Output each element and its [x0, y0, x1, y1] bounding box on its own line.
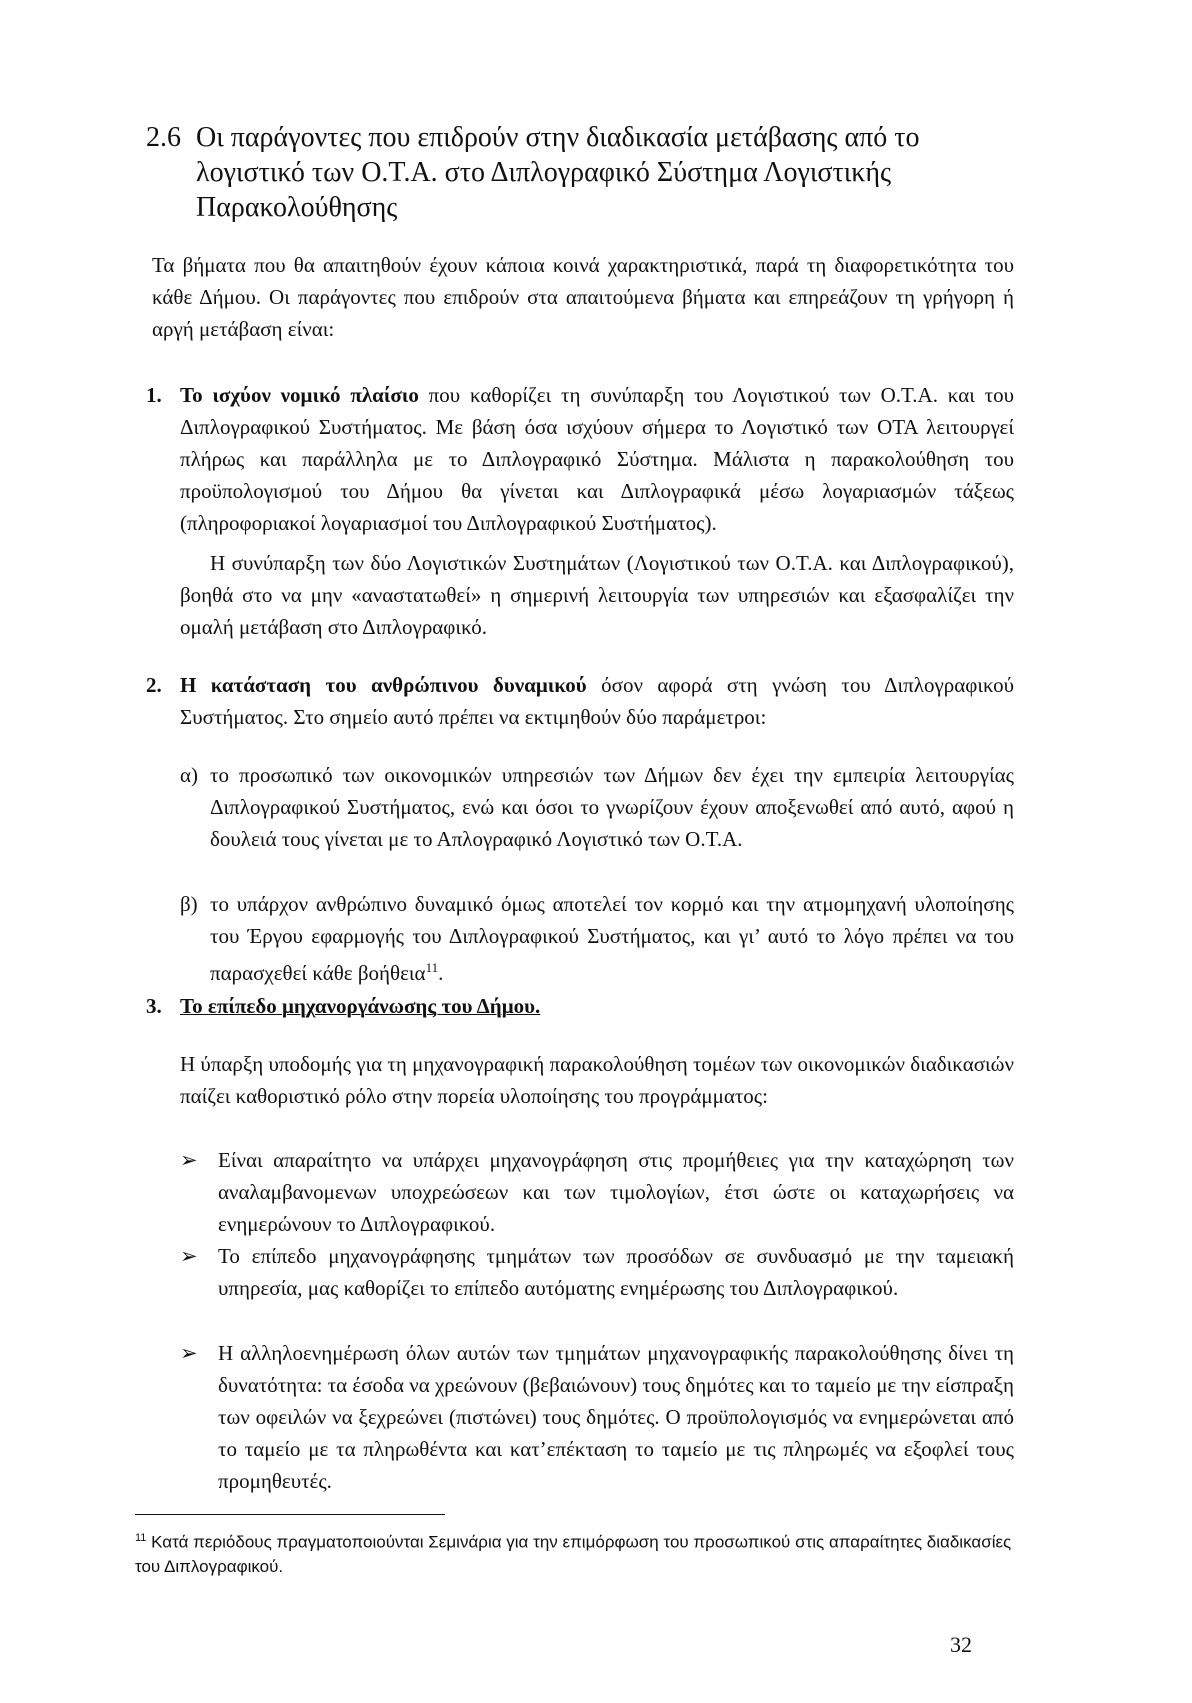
bullet-arrow-icon: ➢ — [180, 1244, 198, 1268]
section-heading — [146, 120, 1046, 225]
footnote-text: Κατά περιόδους πραγματοποιούνται Σεμινάρια για την επιμόρφωση του προσωπικού στις απαραίτητες διαδικασίες του Διπλογραφικού. — [135, 1532, 1012, 1576]
footnote-reference: 11 — [425, 960, 439, 975]
bullet-item-3: Η αλληλοενημέρωση όλων αυτών των τμημάτων μηχανογραφικής παρακολούθησης δίνει τη δυνατότητα: τα έσοδα να χρεώνουν (βεβαιώνουν) τους δημότες και το ταμείο με την είσπραξη των οφειλών να ξεχρεώνει (πιστώνει) τους δημότες. Ο προϋπολογισμός να ενημερώνεται από το ταμείο με τα πληρωθέντα και κατ’επέκταση το ταμείο με τις πληρωμές να εξοφλεί τους προμηθευτές. — [218, 1341, 1014, 1493]
item-2a-label: α) — [180, 763, 198, 787]
item-1-paragraph — [180, 379, 1014, 539]
footnote-number: 11 — [135, 1532, 147, 1544]
item-2b-end: . — [438, 961, 444, 985]
item-2-number: 2. — [146, 673, 162, 697]
item-1-title: Το ισχύον νομικό πλαίσιο — [180, 383, 419, 407]
item-1-number: 1. — [146, 383, 162, 407]
section-number: 2.6 — [146, 122, 181, 153]
bullet-arrow-icon: ➢ — [180, 1341, 198, 1365]
item-2b-label: β) — [180, 892, 198, 916]
bullet-arrow-icon: ➢ — [180, 1148, 198, 1172]
item-3-number: 3. — [146, 994, 162, 1018]
item-2-text: όσον αφορά στη γνώση του Διπλογραφικού Συστήματος. Στο σημείο αυτό πρέπει να εκτιμηθούν δύο παράμετροι: — [180, 673, 1014, 729]
page-number: 32 — [950, 1632, 972, 1657]
footnote — [135, 1526, 1035, 1579]
item-3-paragraph: Η ύπαρξη υποδομής για τη μηχανογραφική παρακολούθηση τομέων των οικονομικών διαδικασιών παίζει καθοριστικό ρόλο στην πορεία υλοποίησης του προγράμματος: — [180, 1052, 1014, 1108]
heading-line-1: Οι παράγοντες που επιδρούν στην διαδικασία μετάβασης από το — [196, 122, 920, 153]
item-2b-paragraph — [210, 888, 1014, 989]
footnote-separator — [135, 1514, 445, 1515]
item-1-paragraph-2: Η συνύπαρξη των δύο Λογιστικών Συστημάτων (Λογιστικού των Ο.Τ.Α. και Διπλογραφικού), βοηθά στο να μην «αναστατωθεί» η σημερινή λειτουργία των υπηρεσιών και εξασφαλίζει την ομαλή μετάβαση στο Διπλογραφικό. — [180, 551, 1014, 639]
item-1-text: που καθορίζει τη συνύπαρξη του Λογιστικού των Ο.Τ.Α. και του Διπλογραφικού Συστήματος. Με βάση όσα ισχύουν σήμερα το Λογιστικό των ΟΤΑ λειτουργεί πλήρως και παράλληλα με το Διπλογραφικό Σύστημα. Μάλιστα η παρακολούθηση του προϋπολογισμού του Δήμου θα γίνεται και Διπλογραφικά μέσω λογαριασμών τάξεως (πληροφοριακοί λογαριασμοί του Διπλογραφικού Συστήματος). — [180, 383, 1015, 535]
item-2-paragraph — [180, 669, 1014, 733]
bullet-item-2: Το επίπεδο μηχανογράφησης τμημάτων των προσόδων σε συνδυασμό με την ταμειακή υπηρεσία, μας καθορίζει το επίπεδο αυτόματης ενημέρωσης του Διπλογραφικού. — [218, 1244, 1014, 1300]
intro-paragraph: Τα βήματα που θα απαιτηθούν έχουν κάποια κοινά χαρακτηριστικά, παρά τη διαφορετικότητα του κάθε Δήμου. Οι παράγοντες που επιδρούν στα απαιτούμενα βήματα και επηρεάζουν τη γρήγορη ή αργή μετάβαση είναι: — [152, 253, 1014, 341]
item-2a-text: το προσωπικό των οικονομικών υπηρεσιών των Δήμων δεν έχει την εμπειρία λειτουργίας Διπλογραφικού Συστήματος, ενώ και όσοι το γνωρίζουν έχουν αποξενωθεί από αυτό, αφού η δουλειά τους γίνεται με το Απλογραφικό Λογιστικό των Ο.Τ.Α. — [210, 763, 1014, 851]
item-3-title: Το επίπεδο μηχανοργάνωσης του Δήμου. — [180, 994, 541, 1018]
heading-line-2: λογιστικό των Ο.Τ.Α. στο Διπλογραφικό Σύστημα Λογιστικής — [196, 157, 892, 188]
heading-line-3: Παρακολούθησης — [196, 192, 398, 223]
item-2b-text: το υπάρχον ανθρώπινο δυναμικό όμως αποτελεί τον κορμό και την ατμομηχανή υλοποίησης του Έργου εφαρμογής του Διπλογραφικού Συστήματος, και γι’ αυτό το λόγο πρέπει να του παρασχεθεί κάθε βοήθεια — [210, 892, 1014, 985]
bullet-item-1: Είναι απαραίτητο να υπάρχει μηχανογράφηση στις προμήθειες για την καταχώρηση των αναλαμβανομενων υποχρεώσεων και των τιμολογίων, έτσι ώστε οι καταχωρήσεις να ενημερώνουν το Διπλογραφικού. — [218, 1148, 1014, 1236]
item-2-title: Η κατάσταση του ανθρώπινου δυναμικού — [180, 673, 587, 697]
